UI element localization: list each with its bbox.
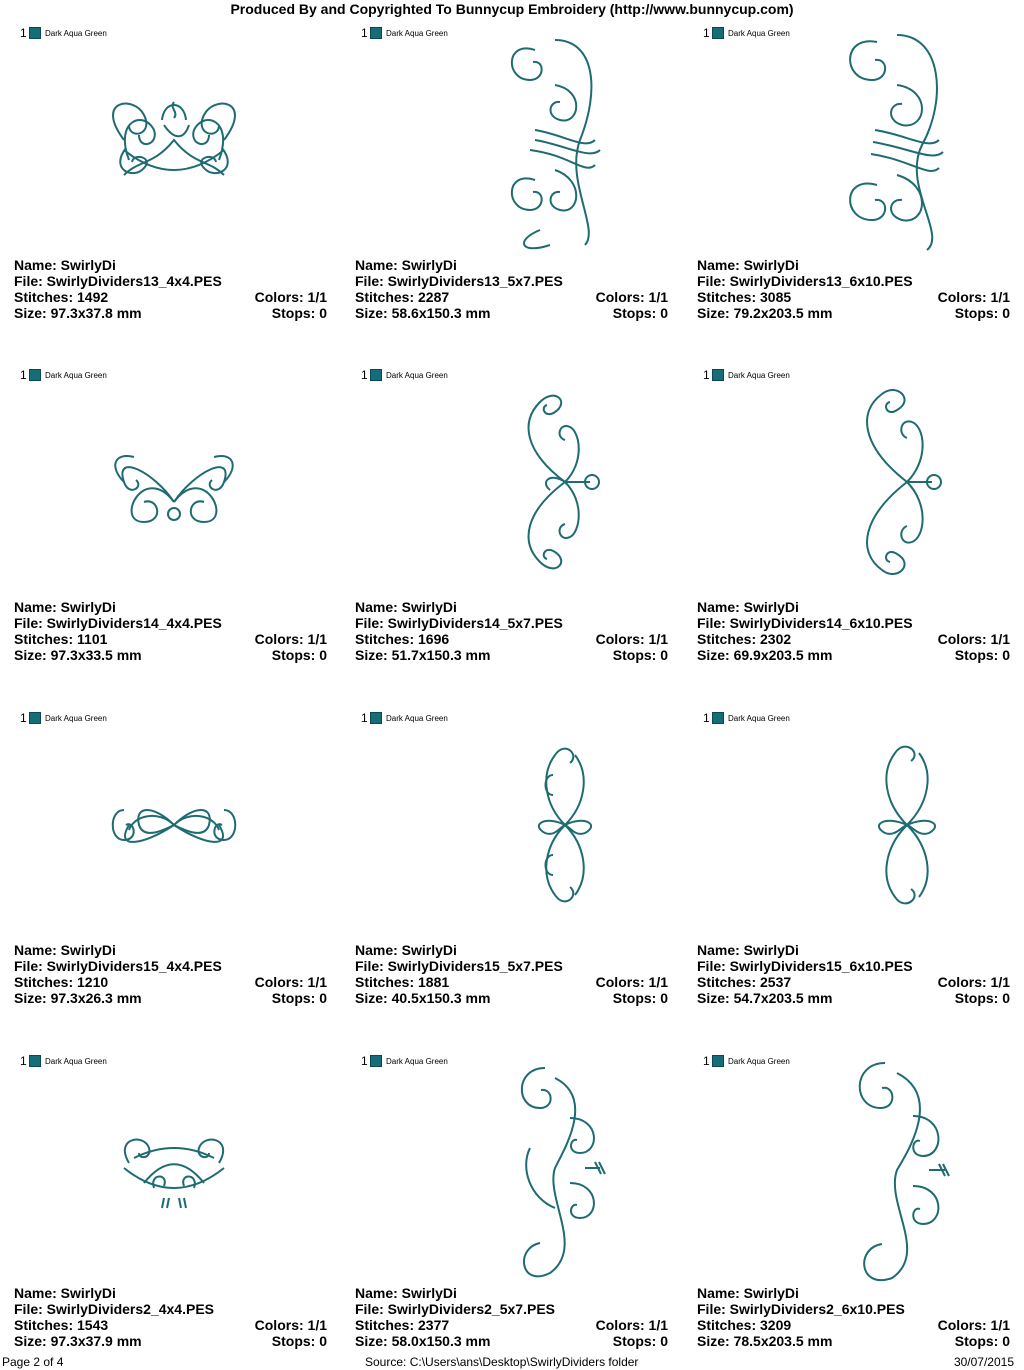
design-size: Size: 58.6x150.3 mm — [355, 305, 491, 321]
design-cell — [355, 1028, 675, 1363]
design-cell — [14, 1028, 334, 1363]
design-stitches: Stitches: 1881 — [355, 974, 450, 990]
design-colors: Colors: 1/1 — [937, 974, 1010, 990]
design-cell — [697, 0, 1017, 335]
design-cell — [14, 685, 334, 1020]
design-colors: Colors: 1/1 — [937, 1317, 1010, 1333]
embroidery-design-preview — [355, 715, 675, 940]
design-file: File: SwirlyDividers14_4x4.PES — [14, 615, 222, 631]
design-cell — [697, 1028, 1017, 1363]
design-info — [697, 599, 1010, 663]
design-colors: Colors: 1/1 — [254, 289, 327, 305]
embroidery-design-preview — [14, 1058, 334, 1283]
design-cell — [697, 342, 1017, 677]
design-colors: Colors: 1/1 — [595, 289, 668, 305]
design-stitches: Stitches: 1210 — [14, 974, 109, 990]
design-colors: Colors: 1/1 — [254, 631, 327, 647]
design-info — [14, 1285, 327, 1349]
color-legend: 1 Dark Aqua Green — [20, 711, 107, 725]
design-stops: Stops: 0 — [271, 1333, 327, 1349]
design-size: Size: 40.5x150.3 mm — [355, 990, 491, 1006]
design-name: Name: SwirlyDi — [697, 599, 799, 615]
color-legend: 1 Dark Aqua Green — [361, 1054, 448, 1068]
design-size: Size: 51.7x150.3 mm — [355, 647, 491, 663]
embroidery-design-preview — [14, 30, 334, 255]
design-stops: Stops: 0 — [612, 305, 668, 321]
design-file: File: SwirlyDividers13_6x10.PES — [697, 273, 913, 289]
design-info — [14, 257, 327, 321]
embroidery-design-preview — [355, 30, 675, 255]
embroidery-design-preview — [697, 372, 1017, 597]
design-size: Size: 58.0x150.3 mm — [355, 1333, 491, 1349]
embroidery-design-preview — [697, 715, 1017, 940]
design-info — [14, 942, 327, 1006]
design-info — [697, 1285, 1010, 1349]
design-file: File: SwirlyDividers2_5x7.PES — [355, 1301, 555, 1317]
design-info — [697, 942, 1010, 1006]
design-file: File: SwirlyDividers2_4x4.PES — [14, 1301, 214, 1317]
design-file: File: SwirlyDividers14_6x10.PES — [697, 615, 913, 631]
design-colors: Colors: 1/1 — [937, 289, 1010, 305]
design-colors: Colors: 1/1 — [254, 1317, 327, 1333]
design-size: Size: 69.9x203.5 mm — [697, 647, 833, 663]
color-legend: 1 Dark Aqua Green — [361, 711, 448, 725]
design-stitches: Stitches: 2537 — [697, 974, 792, 990]
design-info — [355, 599, 668, 663]
page-footer — [0, 1354, 1024, 1370]
design-size: Size: 78.5x203.5 mm — [697, 1333, 833, 1349]
design-stitches: Stitches: 1101 — [14, 631, 108, 647]
design-stitches: Stitches: 1543 — [14, 1317, 109, 1333]
design-name: Name: SwirlyDi — [697, 257, 799, 273]
design-size: Size: 97.3x33.5 mm — [14, 647, 142, 663]
color-legend: 1 Dark Aqua Green — [20, 1054, 107, 1068]
design-name: Name: SwirlyDi — [697, 1285, 799, 1301]
color-legend: 1 Dark Aqua Green — [361, 368, 448, 382]
design-colors: Colors: 1/1 — [595, 974, 668, 990]
design-stops: Stops: 0 — [612, 1333, 668, 1349]
embroidery-design-preview — [14, 715, 334, 940]
design-stitches: Stitches: 1696 — [355, 631, 450, 647]
embroidery-design-preview — [355, 1058, 675, 1283]
design-name: Name: SwirlyDi — [14, 599, 116, 615]
color-legend: 1 Dark Aqua Green — [703, 1054, 790, 1068]
design-name: Name: SwirlyDi — [355, 599, 457, 615]
design-name: Name: SwirlyDi — [697, 942, 799, 958]
design-file: File: SwirlyDividers15_6x10.PES — [697, 958, 913, 974]
design-file: File: SwirlyDividers15_4x4.PES — [14, 958, 222, 974]
design-name: Name: SwirlyDi — [14, 942, 116, 958]
color-legend: 1 Dark Aqua Green — [20, 368, 107, 382]
design-name: Name: SwirlyDi — [355, 257, 457, 273]
color-legend: 1 Dark Aqua Green — [703, 26, 790, 40]
design-file: File: SwirlyDividers13_4x4.PES — [14, 273, 222, 289]
design-cell — [697, 685, 1017, 1020]
design-size: Size: 54.7x203.5 mm — [697, 990, 833, 1006]
design-stops: Stops: 0 — [954, 990, 1010, 1006]
design-stops: Stops: 0 — [271, 990, 327, 1006]
design-stops: Stops: 0 — [954, 1333, 1010, 1349]
design-cell — [355, 685, 675, 1020]
design-stitches: Stitches: 3085 — [697, 289, 792, 305]
source-path: Source: C:\Users\ans\Desktop\SwirlyDividers folder — [365, 1355, 639, 1369]
design-stitches: Stitches: 3209 — [697, 1317, 792, 1333]
design-stops: Stops: 0 — [271, 305, 327, 321]
color-legend: 1 Dark Aqua Green — [703, 711, 790, 725]
design-file: File: SwirlyDividers15_5x7.PES — [355, 958, 563, 974]
design-info — [355, 942, 668, 1006]
embroidery-design-preview — [14, 372, 334, 597]
design-stitches: Stitches: 2377 — [355, 1317, 450, 1333]
design-colors: Colors: 1/1 — [937, 631, 1010, 647]
design-file: File: SwirlyDividers2_6x10.PES — [697, 1301, 905, 1317]
embroidery-design-preview — [355, 372, 675, 597]
design-stops: Stops: 0 — [271, 647, 327, 663]
design-stops: Stops: 0 — [612, 990, 668, 1006]
design-colors: Colors: 1/1 — [254, 974, 327, 990]
design-size: Size: 97.3x26.3 mm — [14, 990, 142, 1006]
embroidery-design-preview — [697, 1058, 1017, 1283]
design-stitches: Stitches: 2287 — [355, 289, 450, 305]
design-info — [14, 599, 327, 663]
color-legend: 1 Dark Aqua Green — [20, 26, 107, 40]
design-stops: Stops: 0 — [954, 305, 1010, 321]
design-stitches: Stitches: 2302 — [697, 631, 792, 647]
design-cell — [14, 0, 334, 335]
design-cell — [355, 0, 675, 335]
embroidery-design-preview — [697, 30, 1017, 255]
design-info — [355, 1285, 668, 1349]
design-info — [355, 257, 668, 321]
color-legend: 1 Dark Aqua Green — [703, 368, 790, 382]
design-cell — [14, 342, 334, 677]
design-size: Size: 79.2x203.5 mm — [697, 305, 833, 321]
print-date: 30/07/2015 — [953, 1355, 1014, 1369]
design-stops: Stops: 0 — [612, 647, 668, 663]
page-number: Page 2 of 4 — [2, 1355, 64, 1369]
design-colors: Colors: 1/1 — [595, 1317, 668, 1333]
design-name: Name: SwirlyDi — [355, 1285, 457, 1301]
design-stops: Stops: 0 — [954, 647, 1010, 663]
page-header: Produced By and Copyrighted To Bunnycup Embroidery (http://www.bunnycup.com) — [230, 1, 794, 17]
design-file: File: SwirlyDividers14_5x7.PES — [355, 615, 563, 631]
design-name: Name: SwirlyDi — [14, 257, 116, 273]
color-legend: 1 Dark Aqua Green — [361, 26, 448, 40]
design-size: Size: 97.3x37.8 mm — [14, 305, 142, 321]
design-name: Name: SwirlyDi — [14, 1285, 116, 1301]
design-info — [697, 257, 1010, 321]
design-colors: Colors: 1/1 — [595, 631, 668, 647]
design-cell — [355, 342, 675, 677]
design-name: Name: SwirlyDi — [355, 942, 457, 958]
design-size: Size: 97.3x37.9 mm — [14, 1333, 142, 1349]
design-stitches: Stitches: 1492 — [14, 289, 109, 305]
design-file: File: SwirlyDividers13_5x7.PES — [355, 273, 563, 289]
